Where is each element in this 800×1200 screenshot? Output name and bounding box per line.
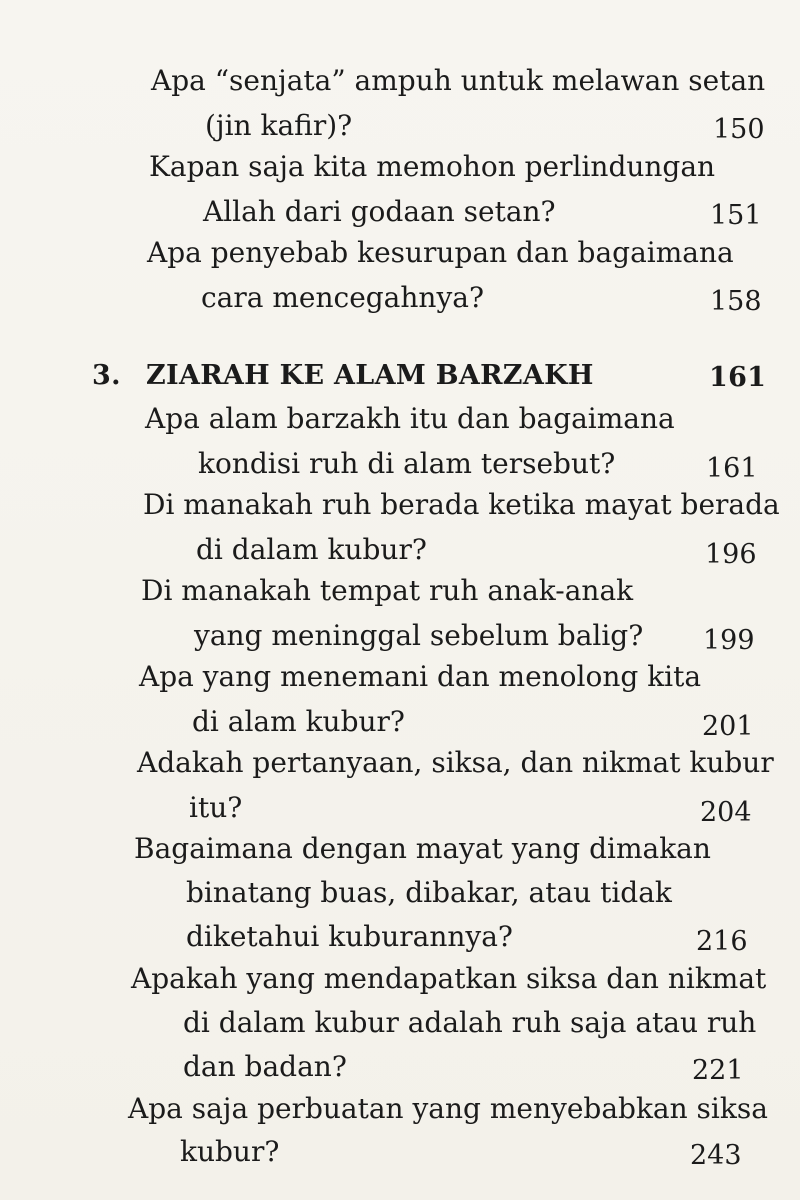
toc-entry-question: Apa saja perbuatan yang menyebabkan siksa xyxy=(128,1092,768,1125)
toc-entry-question-continued: kubur? xyxy=(180,1135,280,1168)
toc-entry-question: Apa penyebab kesurupan dan bagaimana xyxy=(147,236,734,269)
toc-entry-question-continued: Allah dari godaan setan? xyxy=(203,195,556,228)
toc-entry-question-continued: binatang buas, dibakar, atau tidak xyxy=(186,876,672,909)
toc-entry-page-number: 216 xyxy=(696,926,748,957)
toc-entry-page-number: 158 xyxy=(710,286,762,317)
toc-entry-page-number: 151 xyxy=(710,200,762,231)
toc-entry-question-continued: di dalam kubur? xyxy=(196,533,427,566)
toc-entry-question-continued: itu? xyxy=(189,791,243,824)
toc-entry-page-number: 221 xyxy=(692,1055,744,1086)
toc-entry-question-continued: dan badan? xyxy=(183,1050,347,1083)
toc-entry-question: Apa “senjata” ampuh untuk melawan setan xyxy=(151,64,766,97)
toc-entry-page-number: 150 xyxy=(713,114,765,145)
toc-entry-question-continued: (jin kafir)? xyxy=(205,109,353,142)
toc-entry-page-number: 201 xyxy=(702,711,754,742)
toc-entry-page-number: 199 xyxy=(703,625,755,656)
toc-entry-question-continued: di alam kubur? xyxy=(192,705,405,738)
toc-entry-page-number: 161 xyxy=(706,453,758,484)
toc-entry-page-number: 196 xyxy=(705,539,757,570)
toc-entry-question-continued: yang meninggal sebelum balig? xyxy=(194,619,644,652)
toc-entry-question: Apa alam barzakh itu dan bagaimana xyxy=(145,402,675,435)
section-title: ZIARAH KE ALAM BARZAKH xyxy=(146,360,594,391)
toc-entry-question: Bagaimana dengan mayat yang dimakan xyxy=(134,832,711,865)
toc-entry-question: Di manakah tempat ruh anak-anak xyxy=(141,574,634,607)
toc-entry-question-continued: diketahui kuburannya? xyxy=(186,920,513,953)
section-page-number: 161 xyxy=(709,362,767,393)
toc-entry-question: Apa yang menemani dan menolong kita xyxy=(139,660,702,693)
toc-entry-page-number: 243 xyxy=(690,1140,742,1171)
toc-entry-question: Di manakah ruh berada ketika mayat berada xyxy=(143,488,780,521)
section-number: 3. xyxy=(92,360,121,391)
toc-entry-question: Adakah pertanyaan, siksa, dan nikmat kubur xyxy=(137,746,774,779)
toc-entry-question: Kapan saja kita memohon perlindungan xyxy=(149,150,716,183)
toc-entry-question-continued: di dalam kubur adalah ruh saja atau ruh xyxy=(183,1006,757,1039)
toc-entry-question: Apakah yang mendapatkan siksa dan nikmat xyxy=(131,962,767,995)
toc-entry-page-number: 204 xyxy=(700,797,752,828)
toc-entry-question-continued: cara mencegahnya? xyxy=(201,281,484,314)
toc-entry-question-continued: kondisi ruh di alam tersebut? xyxy=(198,447,616,480)
